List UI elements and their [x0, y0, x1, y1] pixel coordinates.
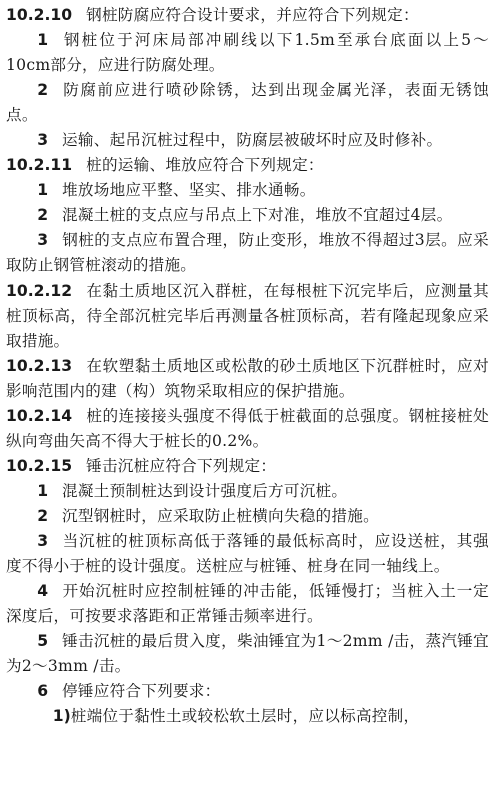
clause-text: 在软塑黏土质地区或松散的砂土质地区下沉群桩时，应对影响范围内的建（构）筑物采取相应的保护措施。 — [6, 356, 489, 400]
item-number: 5 — [37, 632, 49, 651]
item-number: 6 — [37, 682, 49, 701]
clause-text: 在黏土质地区沉入群桩，在每根桩下沉完毕后，应测量其桩顶标高，待全部沉桩完毕后再测量各桩顶标高，若有隆起现象应采取措施。 — [6, 281, 489, 350]
item-text: 运输、起吊沉桩过程中，防腐层被破坏时应及时修补。 — [62, 131, 443, 150]
clause-text: 桩的运输、堆放应符合下列规定： — [86, 156, 324, 175]
clause-number: 10.2.10 — [6, 6, 73, 24]
list-item — [6, 78, 489, 128]
item-number: 3 — [37, 131, 49, 150]
clause-number: 10.2.14 — [6, 406, 73, 425]
clause-text: 锤击沉桩应符合下列规定： — [86, 456, 277, 475]
item-text: 开始沉桩时应控制桩锤的冲击能，低锤慢打；当桩入土一定深度后，可按要求落距和正常锤击频率进行。 — [6, 582, 489, 626]
item-number: 3 — [37, 231, 49, 250]
list-item — [6, 579, 489, 629]
item-text: 堆放场地应平整、坚实、排水通畅。 — [62, 181, 316, 200]
list-item — [6, 679, 489, 704]
clause-text: 钢桩防腐应符合设计要求，并应符合下列规定： — [86, 6, 419, 24]
list-item — [6, 228, 489, 278]
item-number: 2 — [37, 206, 49, 225]
clause-number: 10.2.15 — [6, 456, 73, 475]
list-item — [6, 178, 489, 203]
subitem-text: 桩端位于黏性土或较松软土层时，应以标高控制， — [70, 707, 420, 726]
clause-10-2-11 — [6, 153, 489, 178]
list-item — [6, 529, 489, 579]
clause-10-2-10 — [6, 3, 489, 28]
item-text: 混凝土预制桩达到设计强度后方可沉桩。 — [62, 481, 348, 500]
item-number: 4 — [37, 582, 49, 601]
item-number: 2 — [37, 506, 49, 525]
clause-number: 10.2.11 — [6, 156, 73, 175]
list-item — [6, 479, 489, 504]
list-item — [6, 629, 489, 679]
clause-number: 10.2.13 — [6, 356, 73, 375]
item-text: 钢桩的支点应布置合理，防止变形，堆放不得超过3层。应采取防止钢管桩滚动的措施。 — [6, 231, 489, 275]
clause-10-2-12 — [6, 279, 489, 354]
subitem-number: 1) — [52, 707, 71, 726]
item-text: 防腐前应进行喷砂除锈，达到出现金属光泽，表面无锈蚀点。 — [6, 81, 489, 125]
clause-10-2-15 — [6, 454, 489, 479]
list-item — [6, 28, 489, 78]
item-text: 锤击沉桩的最后贯入度，柴油锤宜为1～2mm /击，蒸汽锤宜为2～3mm /击。 — [6, 632, 489, 676]
item-number: 2 — [37, 81, 49, 100]
item-number: 3 — [37, 531, 49, 550]
item-number: 1 — [37, 181, 49, 200]
clause-10-2-14 — [6, 404, 489, 454]
item-number: 1 — [37, 31, 49, 50]
list-item — [6, 128, 489, 153]
clause-text: 桩的连接接头强度不得低于桩截面的总强度。钢桩接桩处纵向弯曲矢高不得大于桩长的0.2%。 — [6, 406, 489, 450]
item-text: 停锤应符合下列要求： — [62, 682, 221, 701]
item-text: 混凝土桩的支点应与吊点上下对准，堆放不宜超过4层。 — [62, 206, 453, 225]
item-number: 1 — [37, 481, 49, 500]
item-text: 当沉桩的桩顶标高低于落锤的最低标高时，应设送桩，其强度不得小于桩的设计强度。送桩应与桩锤、桩身在同一轴线上。 — [6, 531, 489, 576]
item-text: 沉型钢桩时，应采取防止桩横向失稳的措施。 — [62, 506, 379, 525]
clause-10-2-13 — [6, 354, 489, 404]
list-item — [6, 203, 489, 228]
item-text: 钢桩位于河床局部冲刷线以下1.5m至承台底面以上5～10cm部分，应进行防腐处理。 — [6, 31, 489, 75]
clause-number: 10.2.12 — [6, 281, 73, 300]
sub-list-item — [6, 704, 489, 729]
list-item — [6, 504, 489, 529]
